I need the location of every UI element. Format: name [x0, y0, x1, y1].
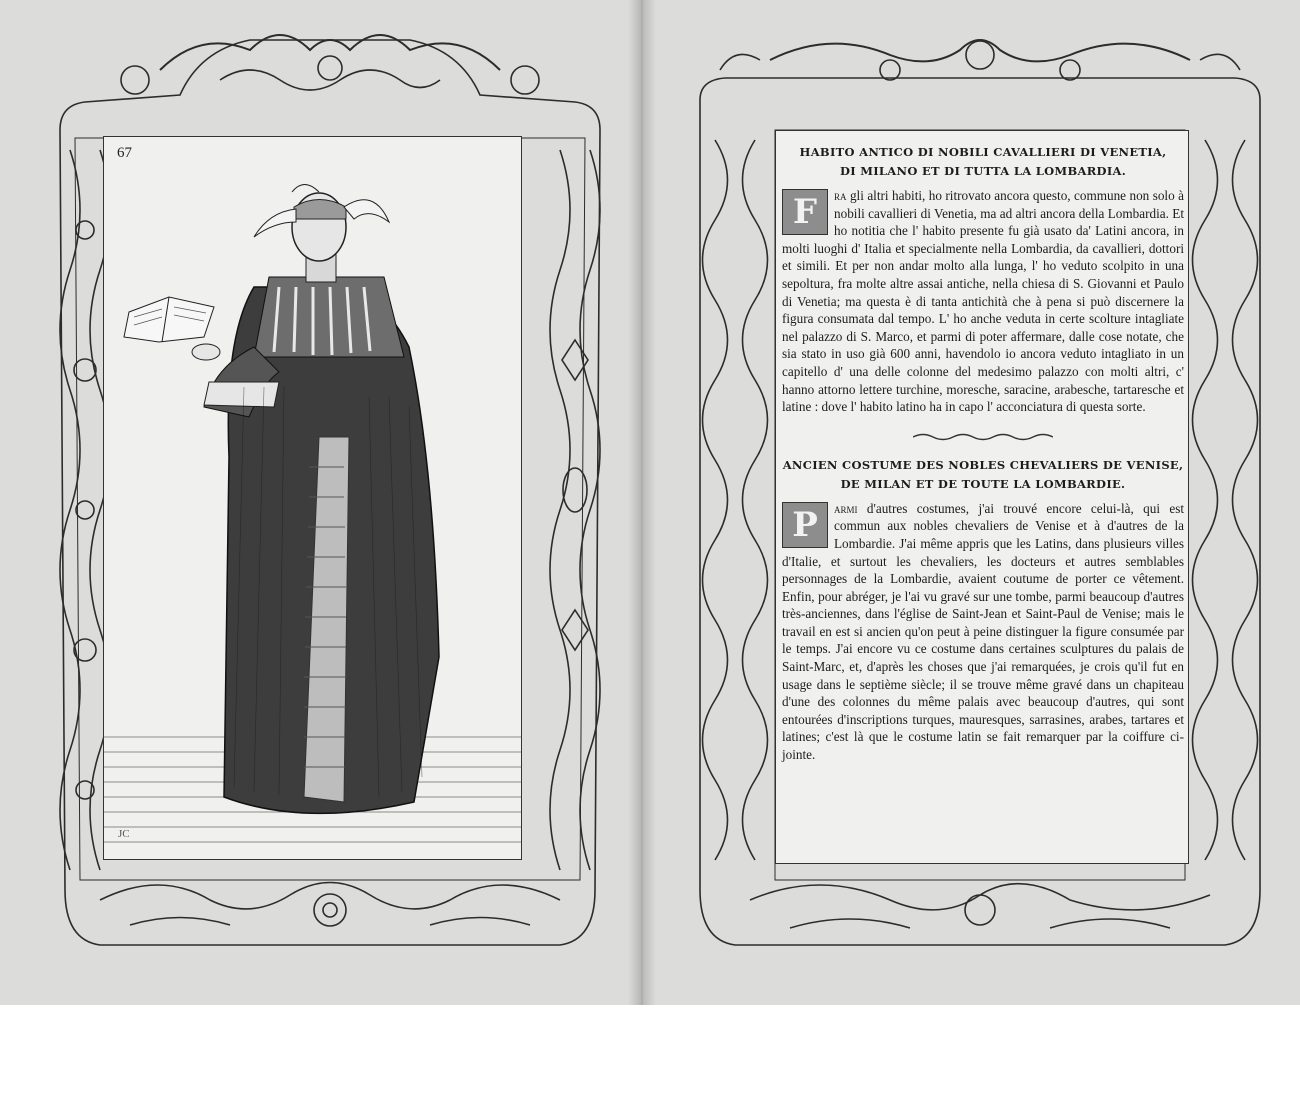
french-heading	[782, 456, 1184, 494]
french-heading-line2: DE MILAN ET DE TOUTE LA LOMBARDIE.	[840, 476, 1126, 491]
italian-heading-line1: HABITO ANTICO DI NOBILI CAVALLIERI DI VENETIA,	[799, 145, 1167, 159]
french-paragraph	[782, 500, 1184, 764]
french-dropcap: P	[782, 502, 828, 548]
text-block	[782, 143, 1184, 764]
ornamental-divider	[913, 432, 1053, 442]
bottom-margin	[0, 1005, 1300, 1093]
book-gutter	[628, 0, 656, 1005]
page-number: 67	[117, 145, 132, 161]
illustration-panel	[103, 136, 522, 860]
engraver-mark: JC	[118, 828, 130, 840]
italian-heading	[782, 143, 1184, 181]
french-body: d'autres costumes, j'ai trouvé encore celui-là, qui est commun aux nobles chevaliers de Venise et à d'autres de la Lombardie. J'ai même appris que les Latins, dans plusieurs villes d'Italie, et surtout les chevaliers, les docteurs et autres semblables personnages de la Lombardie, avaient coutume de porter ce vêtement. Enfin, pour abréger, je l'ai vu gravé sur une tombe, parmi beaucoup d'autres très-anciennes, dans l'église de Saint-Jean et Saint-Paul de Venise; mais le travail en est si ancien qu'on peut à peine distinguer la figure consumée par le temps. J'ai encore vu ce costume dans certaines sculptures du palais de Saint-Marc, et, d'après les choses que j'ai remarquées, je crois qu'il fut en usage dans le septième siècle; il se trouve même gravé dans un chapiteau d'une des colonnes du même palais avec beaucoup d'autres, qui sont entourées d'inscriptions turques, mauresques, sarrasines, arabes, tartares et latines; c'est là que le costume latin se fait remarquer par la coiffure ci-jointe.	[782, 500, 1184, 763]
french-heading-line1: ANCIEN COSTUME DES NOBLES CHEVALIERS DE VENISE,	[782, 457, 1184, 472]
italian-paragraph	[782, 187, 1184, 416]
knight-engraving	[104, 137, 521, 859]
italian-lead: ra	[834, 188, 847, 203]
italian-body: gli altri habiti, ho ritrovato ancora questo, commune non solo à nobili cavallieri di Venetia, ma ad altri ancora della Lombardia. Et ho notitia che l' habito presente fu già usato da' Latini ancora, in molti luoghi d' Italia et specialmente nella Lombardia, da cavallieri, dottori et simili. Et per non andar molto alla lunga, l' ho veduto scolpito in una sepoltura, fra molte altre assai antiche, nella chiesa di S. Giovanni et Paulo di Venetia; ma questa è di tanta antichità che à pena si può discernere la figura consumata dal tempo. L' ho anche veduta in certe scolture intagliate nel palazzo di S. Marco, et parmi di poter affermare, dalle cose notate, che sia stato in uso già 600 anni, havendolo io ancora veduto intagliato in un capitello d' una delle colonne del medesimo palazzo con molti altri, c' hanno attorno lettere turchine, moresche, saracine, arabesche, tartaresche et latine : dove l' habito latino ha in capo l' acconciatura di questa sorte.	[782, 188, 1184, 415]
french-lead: armi	[834, 500, 858, 516]
italian-dropcap: F	[782, 189, 828, 235]
italian-heading-line2: DI MILANO ET DI TUTTA LA LOMBARDIA.	[839, 164, 1127, 178]
